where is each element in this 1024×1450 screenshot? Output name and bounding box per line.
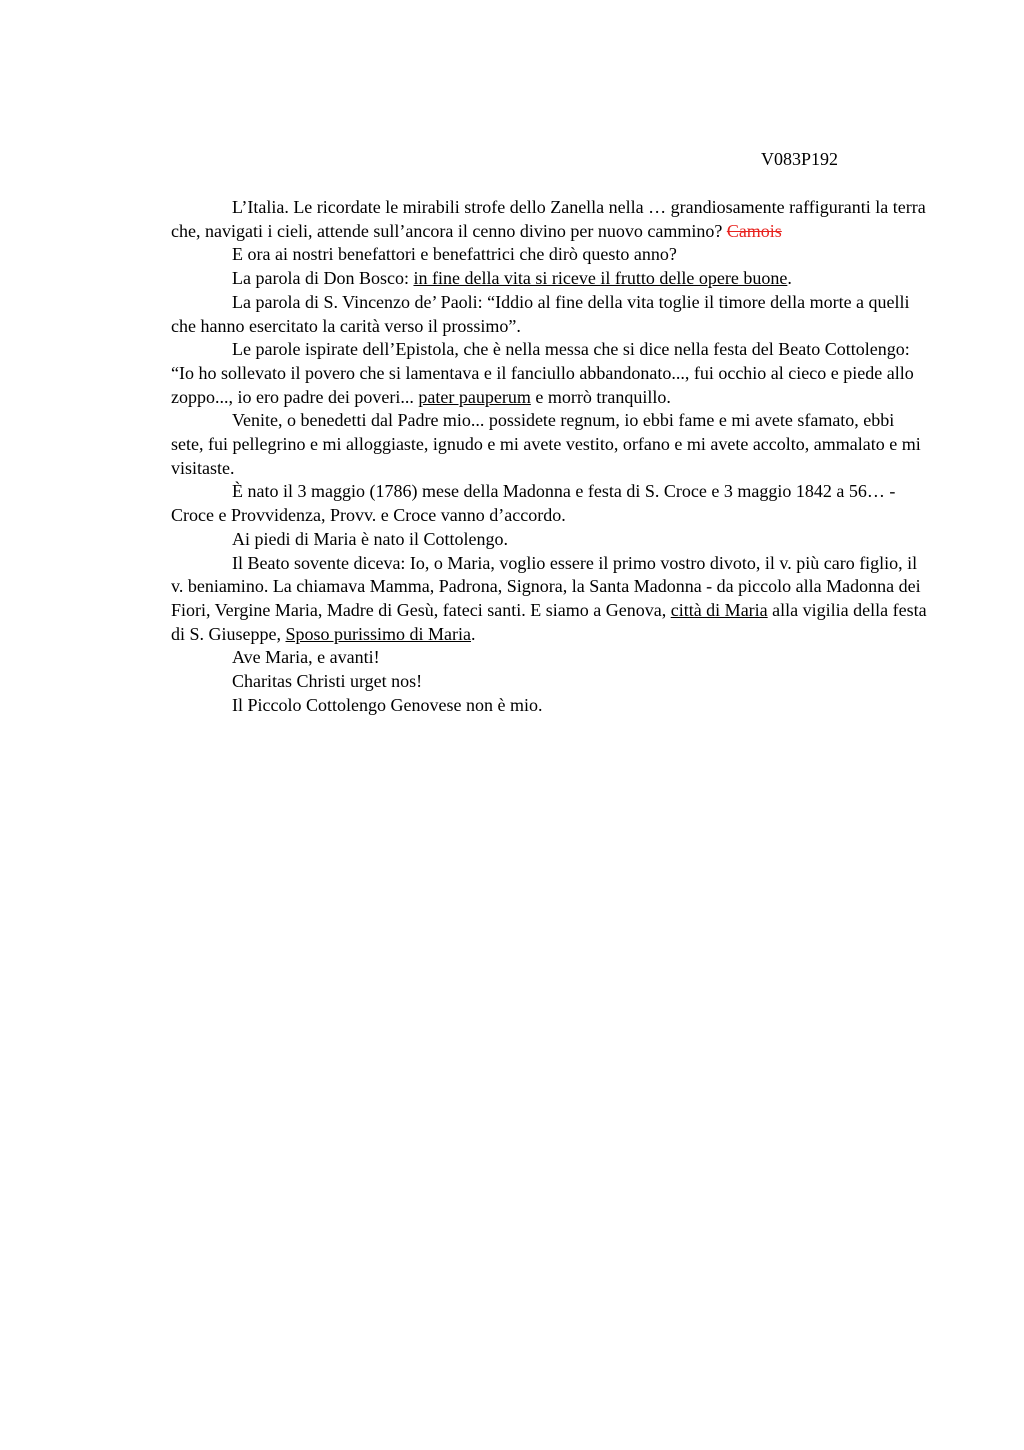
paragraph-text: . — [787, 268, 792, 289]
underlined-phrase: Sposo purissimo di Maria — [285, 623, 472, 644]
paragraph-italia — [171, 196, 931, 243]
paragraph-nato: È nato il 3 maggio (1786) mese della Madonna e festa di S. Croce e 3 maggio 1842 a 56… - Croce e Provvidenza, Provv. e Croce vanno d’accordo. — [171, 481, 896, 526]
paragraph-charitas: Charitas Christi urget nos! — [232, 671, 423, 692]
underlined-phrase: città di Maria — [670, 599, 768, 620]
paragraph-text: La parola di Don Bosco: — [232, 268, 414, 289]
paragraph-don-bosco — [171, 267, 931, 291]
paragraph-text: e morrò tranquillo. — [530, 386, 671, 407]
underlined-phrase: pater pauperum — [418, 386, 531, 407]
document-id: V083P192 — [760, 149, 838, 169]
paragraph-ave-maria: Ave Maria, e avanti! — [232, 647, 380, 668]
paragraph-piedi-maria: Ai piedi di Maria è nato il Cottolengo. — [232, 528, 508, 549]
paragraph-venite: Venite, o benedetti dal Padre mio... possidete regnum, io ebbi fame e mi avete sfamato, ebbi sete, fui pellegrino e mi alloggiaste, ignudo e mi avete vestito, orfano e mi avete accolto, ammalato e mi visitaste. — [171, 410, 921, 478]
paragraph-benefattori: E ora ai nostri benefattori e benefattrici che dirò questo anno? — [232, 244, 677, 265]
paragraph-text: . — [471, 623, 476, 644]
paragraph-vincenzo: La parola di S. Vincenzo de’ Paoli: “Iddio al fine della vita toglie il timore della morte a quelli che hanno esercitato la carità verso il prossimo”. — [171, 291, 910, 336]
paragraph-beato — [171, 552, 931, 647]
paragraph-text: L’Italia. Le ricordate le mirabili strofe dello Zanella nella … grandiosamente raffiguranti la terra che, navigati i cieli, attende sull’ancora il cenno divino per nuovo cammino? — [171, 197, 926, 241]
paragraph-text: alla vigilia della festa di S. Giuseppe, — [171, 599, 927, 644]
paragraph-piccolo-cottolengo: Il Piccolo Cottolengo Genovese non è mio. — [232, 694, 543, 715]
paragraph-text: Il Beato sovente diceva: Io, o Maria, voglio essere il primo vostro divoto, il v. più caro figlio, il v. beniamino. La chiamava Mamma, Padrona, Signora, la Santa Madonna - da piccolo alla Madonna dei Fiori, Vergine Maria, Madre di Gesù, fateci santi. E siamo a Genova, — [171, 552, 921, 620]
underlined-quote: in fine della vita si riceve il frutto delle opere buone — [413, 268, 788, 289]
paragraph-epistola — [171, 338, 931, 409]
paragraph-text: Le parole ispirate dell’Epistola, che è nella messa che si dice nella festa del Beato Cottolengo: “Io ho sollevato il povero che si lamentava e il fanciullo abbandonato..., fui occhio al cieco e piede allo zoppo..., io ero padre dei poveri... — [171, 339, 914, 407]
document-body — [171, 196, 931, 717]
deleted-word: Camois — [726, 220, 782, 241]
